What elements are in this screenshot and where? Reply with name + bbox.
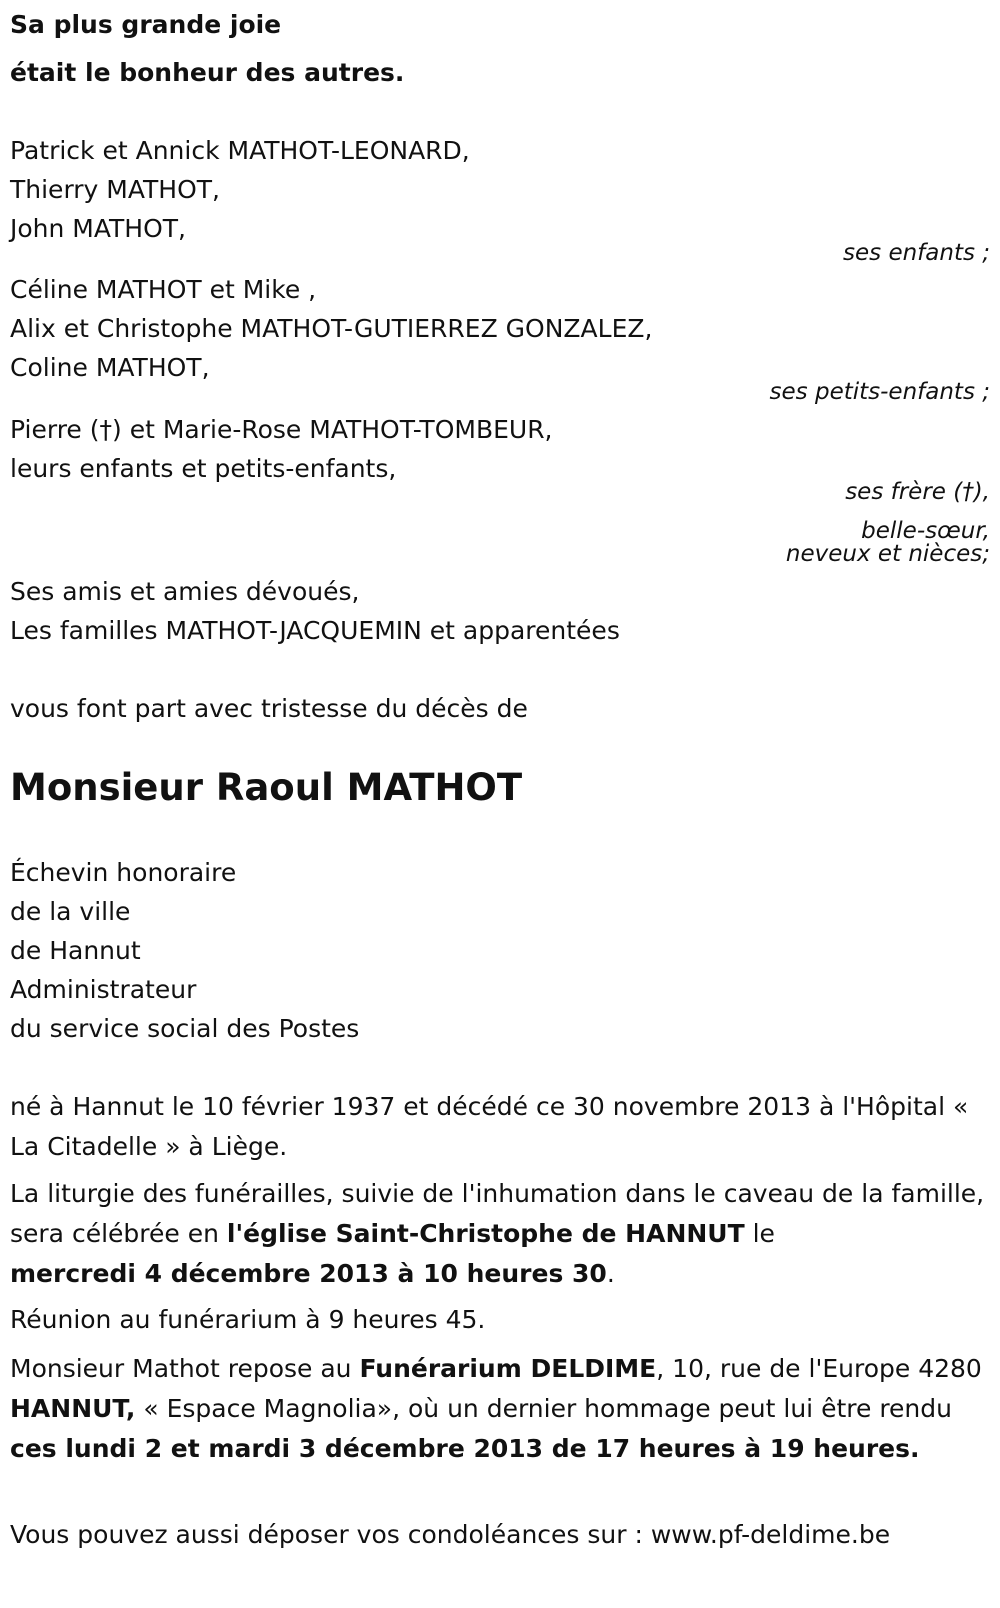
condolences-text: Vous pouvez aussi déposer vos condoléances sur : (10, 1520, 651, 1549)
visitation-text: , 10, rue de l'Europe 4280 (656, 1354, 982, 1383)
funeral-home-name: Funérarium DELDIME (359, 1354, 657, 1383)
visitation-text: « Espace Magnolia», où un dernier hommage peut lui être rendu (135, 1394, 952, 1423)
children-name: John MATHOT, (10, 214, 187, 243)
deceased-title: du service social des Postes (10, 1014, 360, 1043)
meeting-text: Réunion au funérarium à 9 heures 45. (10, 1305, 486, 1334)
condolences-paragraph (10, 1515, 995, 1555)
visitation-text: Monsieur Mathot repose au (10, 1354, 360, 1383)
liturgy-text: La liturgie des funérailles, suivie de l'inhumation dans le caveau de la famille, sera célébrée en (10, 1179, 985, 1248)
liturgy-paragraph (10, 1174, 995, 1294)
sibling-name: Pierre (†) et Marie-Rose MATHOT-TOMBEUR, (10, 415, 553, 444)
deceased-title: Échevin honoraire (10, 858, 237, 887)
condolences-website[interactable]: www.pf-deldime.be (650, 1520, 891, 1549)
children-name: Thierry MATHOT, (10, 175, 220, 204)
siblings-relation: neveux et nièces; (785, 541, 990, 567)
children-name: Patrick et Annick MATHOT-LEONARD, (10, 136, 470, 165)
city-name: HANNUT, (10, 1394, 136, 1423)
funeral-date: mercredi 4 décembre 2013 à 10 heures 30 (10, 1259, 607, 1288)
liturgy-text: . (606, 1259, 615, 1288)
friends-line: Les familles MATHOT-JACQUEMIN et apparentées (10, 616, 620, 645)
birth-death-paragraph (10, 1087, 995, 1167)
grandchildren-name: Alix et Christophe MATHOT-GUTIERREZ GONZALEZ, (10, 314, 653, 343)
deceased-name: Monsieur Raoul MATHOT (10, 766, 523, 809)
siblings-relation: belle-sœur, (861, 518, 990, 544)
grandchildren-relation: ses petits-enfants ; (769, 379, 990, 405)
epigraph-line-2: était le bonheur des autres. (10, 58, 405, 87)
sibling-name: leurs enfants et petits-enfants, (10, 454, 397, 483)
liturgy-text: le (744, 1219, 775, 1248)
visitation-paragraph (10, 1349, 995, 1469)
deceased-title: de la ville (10, 897, 131, 926)
siblings-relation: ses frère (†), (845, 479, 990, 505)
birth-death-text: né à Hannut le 10 février 1937 et décédé ce 30 novembre 2013 à l'Hôpital « La Citadelle » à Liège. (10, 1092, 969, 1161)
grandchildren-name: Coline MATHOT, (10, 353, 210, 382)
grandchildren-name: Céline MATHOT et Mike , (10, 275, 317, 304)
meeting-paragraph (10, 1300, 995, 1340)
friends-line: Ses amis et amies dévoués, (10, 577, 360, 606)
epigraph-line-1: Sa plus grande joie (10, 10, 282, 39)
deceased-title: Administrateur (10, 975, 197, 1004)
deceased-title: de Hannut (10, 936, 141, 965)
church-name: l'église Saint-Christophe de HANNUT (226, 1219, 745, 1248)
children-relation: ses enfants ; (843, 240, 990, 266)
announcement: vous font part avec tristesse du décès de (10, 694, 528, 723)
visitation-dates: ces lundi 2 et mardi 3 décembre 2013 de 17 heures à 19 heures. (10, 1434, 920, 1463)
